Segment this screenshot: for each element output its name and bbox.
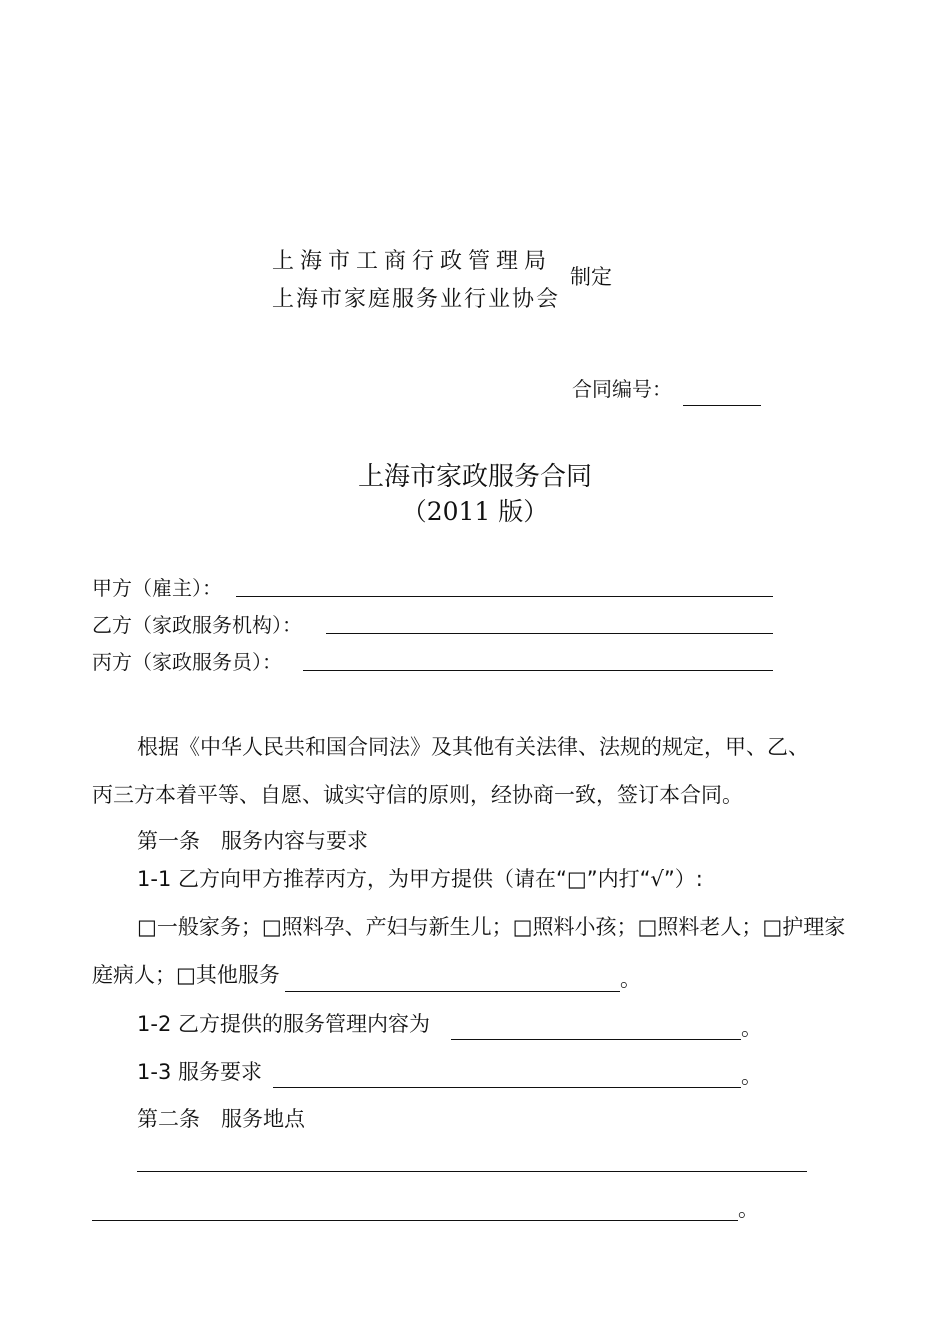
article-2-heading: 第二条 服务地点 [137,1107,305,1131]
party-a-label: 甲方（雇主）： [92,576,222,600]
contract-number-field[interactable] [683,405,761,406]
period-mark: 。 [741,1064,762,1088]
period-mark: 。 [738,1197,759,1221]
service-requirement-field[interactable] [273,1087,741,1088]
document-edition: （2011 版） [401,497,549,526]
item-1-3: 1-3 服务要求 [137,1060,262,1084]
party-b-label: 乙方（家政服务机构）： [92,613,302,637]
article-1-heading: 第一条 服务内容与要求 [137,829,368,853]
item-1-1: 1-1 乙方向甲方推荐丙方，为甲方提供（请在“□”内打“√”）: [137,867,703,891]
party-a-field[interactable] [236,596,773,597]
party-b-field[interactable] [326,633,773,634]
preamble-line-2: 丙三方本着平等、自愿、诚实守信的原则，经协商一致，签订本合同。 [92,783,743,807]
issuer-org-2: 上海市家庭服务业行业协会 [272,287,561,312]
issued-by-label: 制定 [570,265,612,289]
document-title: 上海市家政服务合同 [357,462,592,492]
period-mark: 。 [741,1016,762,1040]
service-options-line-2[interactable]: 庭病人；□其他服务 [92,963,280,987]
service-location-field-2[interactable] [92,1220,738,1221]
preamble-line-1: 根据《中华人民共和国合同法》及其他有关法律、法规的规定，甲、乙、 [137,735,809,759]
service-location-field-1[interactable] [137,1171,807,1172]
other-service-field[interactable] [285,991,620,992]
item-1-2: 1-2 乙方提供的服务管理内容为 [137,1012,430,1036]
issuer-org-1: 上海市工商行政管理局 [272,249,553,274]
period-mark: 。 [620,967,641,991]
party-c-field[interactable] [303,670,773,671]
management-content-field[interactable] [451,1039,741,1040]
service-options-line-1[interactable]: □一般家务；□照料孕、产妇与新生儿；□照料小孩；□照料老人；□护理家 [137,915,846,939]
party-c-label: 丙方（家政服务员）： [92,650,282,674]
contract-number-label: 合同编号： [572,377,672,401]
